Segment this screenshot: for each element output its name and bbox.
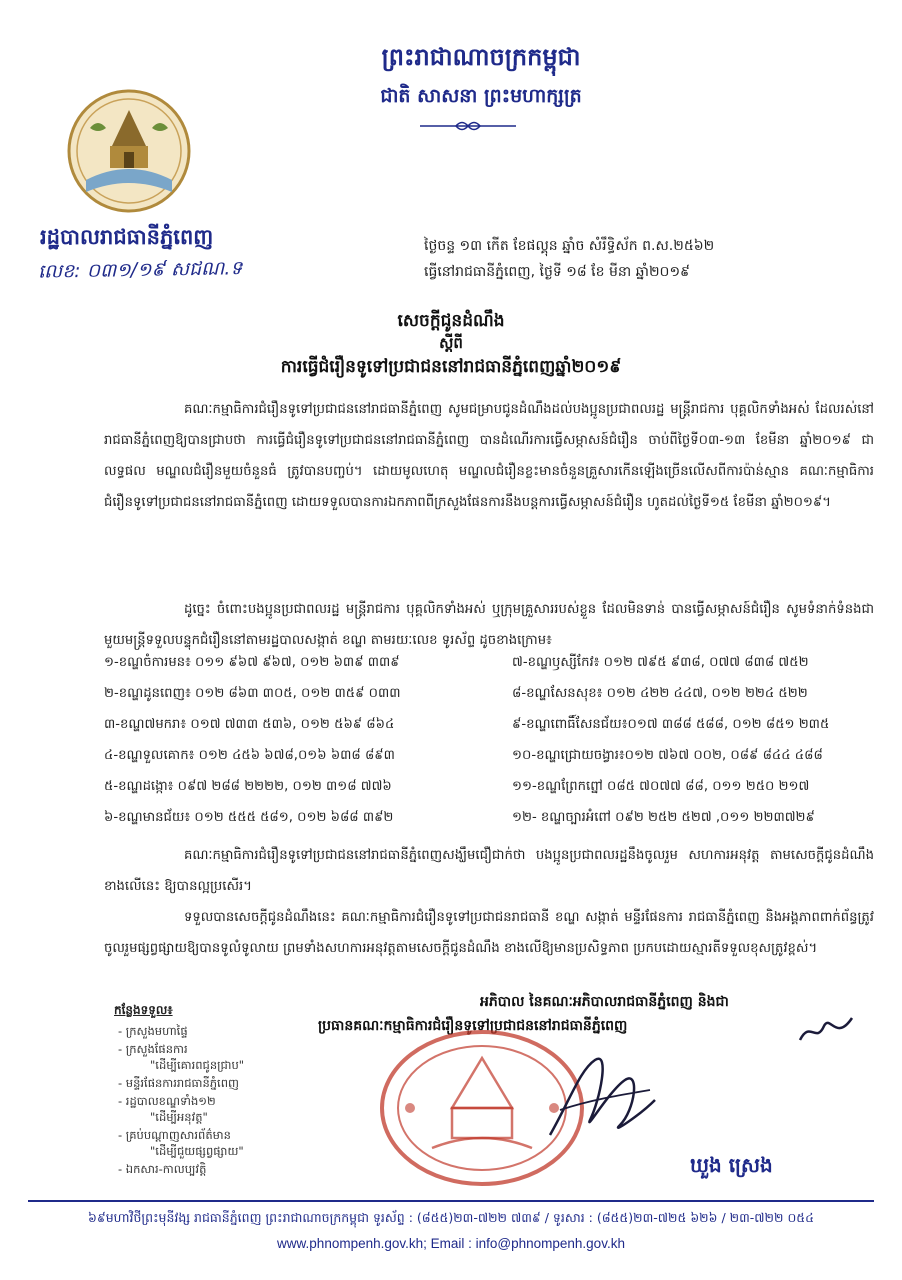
contact-item: ១២- ខណ្ឌច្បារអំពៅ ០៩២ ២៥២ ៥២៧ ,០១១ ២២៣៧២៩ xyxy=(512,810,815,825)
contact-item: ៧-ខណ្ឌឫស្សីកែវ៖ ០១២ ៧៩៥ ៩៣៨, ០៧៧ ៨៣៨ ៧៥២ xyxy=(512,655,809,670)
recipient-note: "ដើម្បីជួយផ្សព្វផ្សាយ" xyxy=(150,1144,244,1158)
contact-item: ១០-ខណ្ឌជ្រោយចង្វារ៖០១២ ៧៦៧ ០០២, ០៨៩ ៨៤៤ ៤៨៨ xyxy=(512,748,823,763)
footer-contact: www.phnompenh.gov.kh; Email : info@phnompenh.gov.kh xyxy=(277,1236,625,1251)
contact-item: ២-ខណ្ឌដូនពេញ៖ ០១២ ៨៦៣ ៣០៥, ០១២ ៣៥៩ ០៣៣ xyxy=(104,686,401,701)
notice-title: សេចក្តីជូនដំណឹង xyxy=(397,311,505,331)
recipient-item: - រដ្ឋបាលខណ្ឌទាំង១២ xyxy=(118,1094,216,1108)
solar-date: ធ្វើនៅរាជធានីភ្នំពេញ, ថ្ងៃទី ១៨ ខែ មីនា ឆ្នាំ២០១៩ xyxy=(424,264,690,280)
contact-item: ៣-ខណ្ឌ៧មករា៖ ០១៧ ៧៣៣ ៥៣៦, ០១២ ៥៦៩ ៨៦៤ xyxy=(104,717,395,732)
contact-item: ៥-ខណ្ឌដង្កោ៖ ០៩៧ ២៨៨ ២២២២, ០១២ ៣១៨ ៧៧៦ xyxy=(104,779,392,794)
issuer-name: រដ្ឋបាលរាជធានីភ្នំពេញ xyxy=(40,225,214,249)
contact-item: ១១-ខណ្ឌព្រែកព្នៅ ០៨៥ ៧០៧៧ ៨៨, ០១១ ២៥០ ២១៧ xyxy=(512,779,810,794)
recipient-item: - ក្រសួងមហាផ្ទៃ xyxy=(118,1024,188,1038)
signer-role: ប្រធានគណៈកម្មាធិការជំរឿនទូទៅប្រជាជននៅរាជធានីភ្នំពេញ xyxy=(318,1018,628,1034)
contact-item: ១-ខណ្ឌចំការមន៖ ០១១ ៩៦៧ ៩៦៧, ០១២ ៦៣៩ ៣៣៩ xyxy=(104,655,400,670)
recipient-note: "ដើម្បីអនុវត្ត" xyxy=(150,1110,208,1124)
contact-item: ៩-ខណ្ឌពោធិ៍សែនជ័យ៖០១៧ ៣៨៨ ៥៨៨, ០១២ ៨៥១ ២៣៥ xyxy=(512,717,830,732)
body-paragraph-3: គណៈកម្មាធិការជំរឿនទូទៅប្រជាជននៅរាជធានីភ្នំពេញសង្ឃឹមជឿជាក់ថា បងប្អូនប្រជាពលរដ្ឋនឹងចូលរួម សហការអនុវត្ត តាមសេចក្តីជូនដំណឹងខាងលើនេះ ឱ្យបានល្អប្រសើរ។ xyxy=(104,848,874,894)
reference-number: លេខ: ០៣១/១៩ សជណ.ទ xyxy=(37,257,243,283)
contact-item: ៨-ខណ្ឌសែនសុខ៖ ០១២ ៤២២ ៤៤៧, ០១២ ២២៤ ៥២២ xyxy=(512,686,808,701)
contact-item: ៤-ខណ្ឌទួលគោក៖ ០១២ ៤៥៦ ៦៧៨,០១៦ ៦៣៨ ៨៩៣ xyxy=(104,748,395,763)
lunar-date: ថ្ងៃចន្ទ ១៣ កើត ខែផល្គុន ឆ្នាំច សំរឹទ្ធិស័ក ព.ស.២៥៦២ xyxy=(424,238,715,254)
handwritten-signature xyxy=(540,1040,660,1150)
notice-subject-label: ស្តីពី xyxy=(439,334,463,352)
kingdom-heading: ព្រះរាជាណាចក្រកម្ពុជា xyxy=(381,43,581,71)
signer-title: អភិបាល នៃគណៈអភិបាលរាជធានីភ្នំពេញ និងជា xyxy=(480,994,729,1010)
signer-name: ឃួង ស្រេង xyxy=(690,1153,773,1177)
body-paragraph-4: ទទួលបានសេចក្តីជូនដំណឹងនេះ គណៈកម្មាធិការជំរឿនទូទៅប្រជាជនរាជធានី ខណ្ឌ សង្កាត់ មន្ទីរផែនការ រាជធានីភ្នំពេញ និងអង្គភាពពាក់ព័ន្ធត្រូវចូលរួមផ្សព្វផ្សាយឱ្យបានទូលំទូលាយ ព្រមទាំងសហការអនុវត្តតាមសេចក្តីជូនដំណឹង ខាងលើឱ្យមានប្រសិទ្ធភាព ប្រកបដោយស្មារតីទទួលខុសត្រូវខ្ពស់។ xyxy=(104,910,874,956)
recipient-item: - ឯកសារ-កាលប្បវត្តិ xyxy=(118,1162,207,1176)
body-paragraph-1: គណៈកម្មាធិការជំរឿនទូទៅប្រជាជននៅរាជធានីភ្នំពេញ សូមជម្រាបជូនដំណឹងដល់បងប្អូនប្រជាពលរដ្ឋ មន្ត្រីរាជការ បុគ្គលិកទាំងអស់ ដែលរស់នៅរាជធានីភ្នំពេញឱ្យបានជ្រាបថា ការធ្វើជំរឿនទូទៅប្រជាជននៅរាជធានីភ្នំពេញ បានដំណើរការធ្វើសម្ភាសន៍ជំរឿន ចាប់ពីថ្ងៃទី០៣-១៣ ខែមីនា ឆ្នាំ២០១៩ ជាលទ្ធផល មណ្ឌលជំរឿនមួយចំនួនធំ ត្រូវបានបញ្ចប់។ ដោយមូលហេតុ មណ្ឌលជំរឿនខ្លះមានចំនួនគ្រួសារកើនឡើងច្រើនលើសពីការប៉ាន់ស្មាន គណៈកម្មាធិការ ជំរឿនទូទៅប្រជាជននៅរាជធានីភ្នំពេញ ដោយទទួលបានការឯកភាពពីក្រសួងផែនការនឹងបន្តការធ្វើសម្ភាសន៍ជំរឿន ហូតដល់ថ្ងៃទី១៥ ខែមីនា ឆ្នាំ២០១៩។ xyxy=(104,402,874,510)
recipient-item: - មន្ទីរផែនការរាជធានីភ្នំពេញ xyxy=(118,1076,239,1090)
ornament-divider xyxy=(418,118,518,134)
contact-item: ៦-ខណ្ឌមានជ័យ៖ ០១២ ៥៥៥ ៥៨១, ០១២ ៦៨៨ ៣៩២ xyxy=(104,810,394,825)
national-motto: ជាតិ សាសនា ព្រះមហាក្សត្រ xyxy=(380,85,582,107)
footer-address: ៦៩មហាវិថីព្រះមុនីវង្ស រាជធានីភ្នំពេញ ព្រះរាជាណាចក្រកម្ពុជា ទូរស័ព្ទ : (៨៥៥)២៣-៧២២ ៧៣៩ / ទូរសារ : (៨៥៥)២៣-៧២៥ ៦២៦ / ២៣-៧២២ ០៥៤ xyxy=(88,1210,814,1225)
recipient-item: - គ្រប់បណ្តាញសារព័ត៌មាន xyxy=(118,1128,231,1142)
initial-mark xyxy=(796,1010,856,1050)
footer-divider xyxy=(28,1200,874,1202)
recipient-note: "ដើម្បីគោរពជូនជ្រាប" xyxy=(150,1058,245,1072)
body-paragraph-2: ដូច្នេះ ចំពោះបងប្អូនប្រជាពលរដ្ឋ មន្ត្រីរាជការ បុគ្គលិកទាំងអស់ ឬក្រុមគ្រួសាររបស់ខ្លួន ដែលមិនទាន់ បានធ្វើសម្ភាសន៍ជំរឿន សូមទំនាក់ទំនងជាមួយមន្ត្រីទទួលបន្ទុកជំរឿននៅតាមរដ្ឋបាលសង្កាត់ ខណ្ឌ តាមរយៈលេខ ទូរស័ព្ទ ដូចខាងក្រោម៖ xyxy=(104,602,874,648)
recipients-heading: កន្លែងទទួល៖ xyxy=(114,1003,173,1017)
notice-subject: ការធ្វើជំរឿនទូទៅប្រជាជននៅរាជធានីភ្នំពេញឆ្នាំ២០១៩ xyxy=(280,357,622,377)
recipient-item: - ក្រសួងផែនការ xyxy=(118,1042,188,1056)
